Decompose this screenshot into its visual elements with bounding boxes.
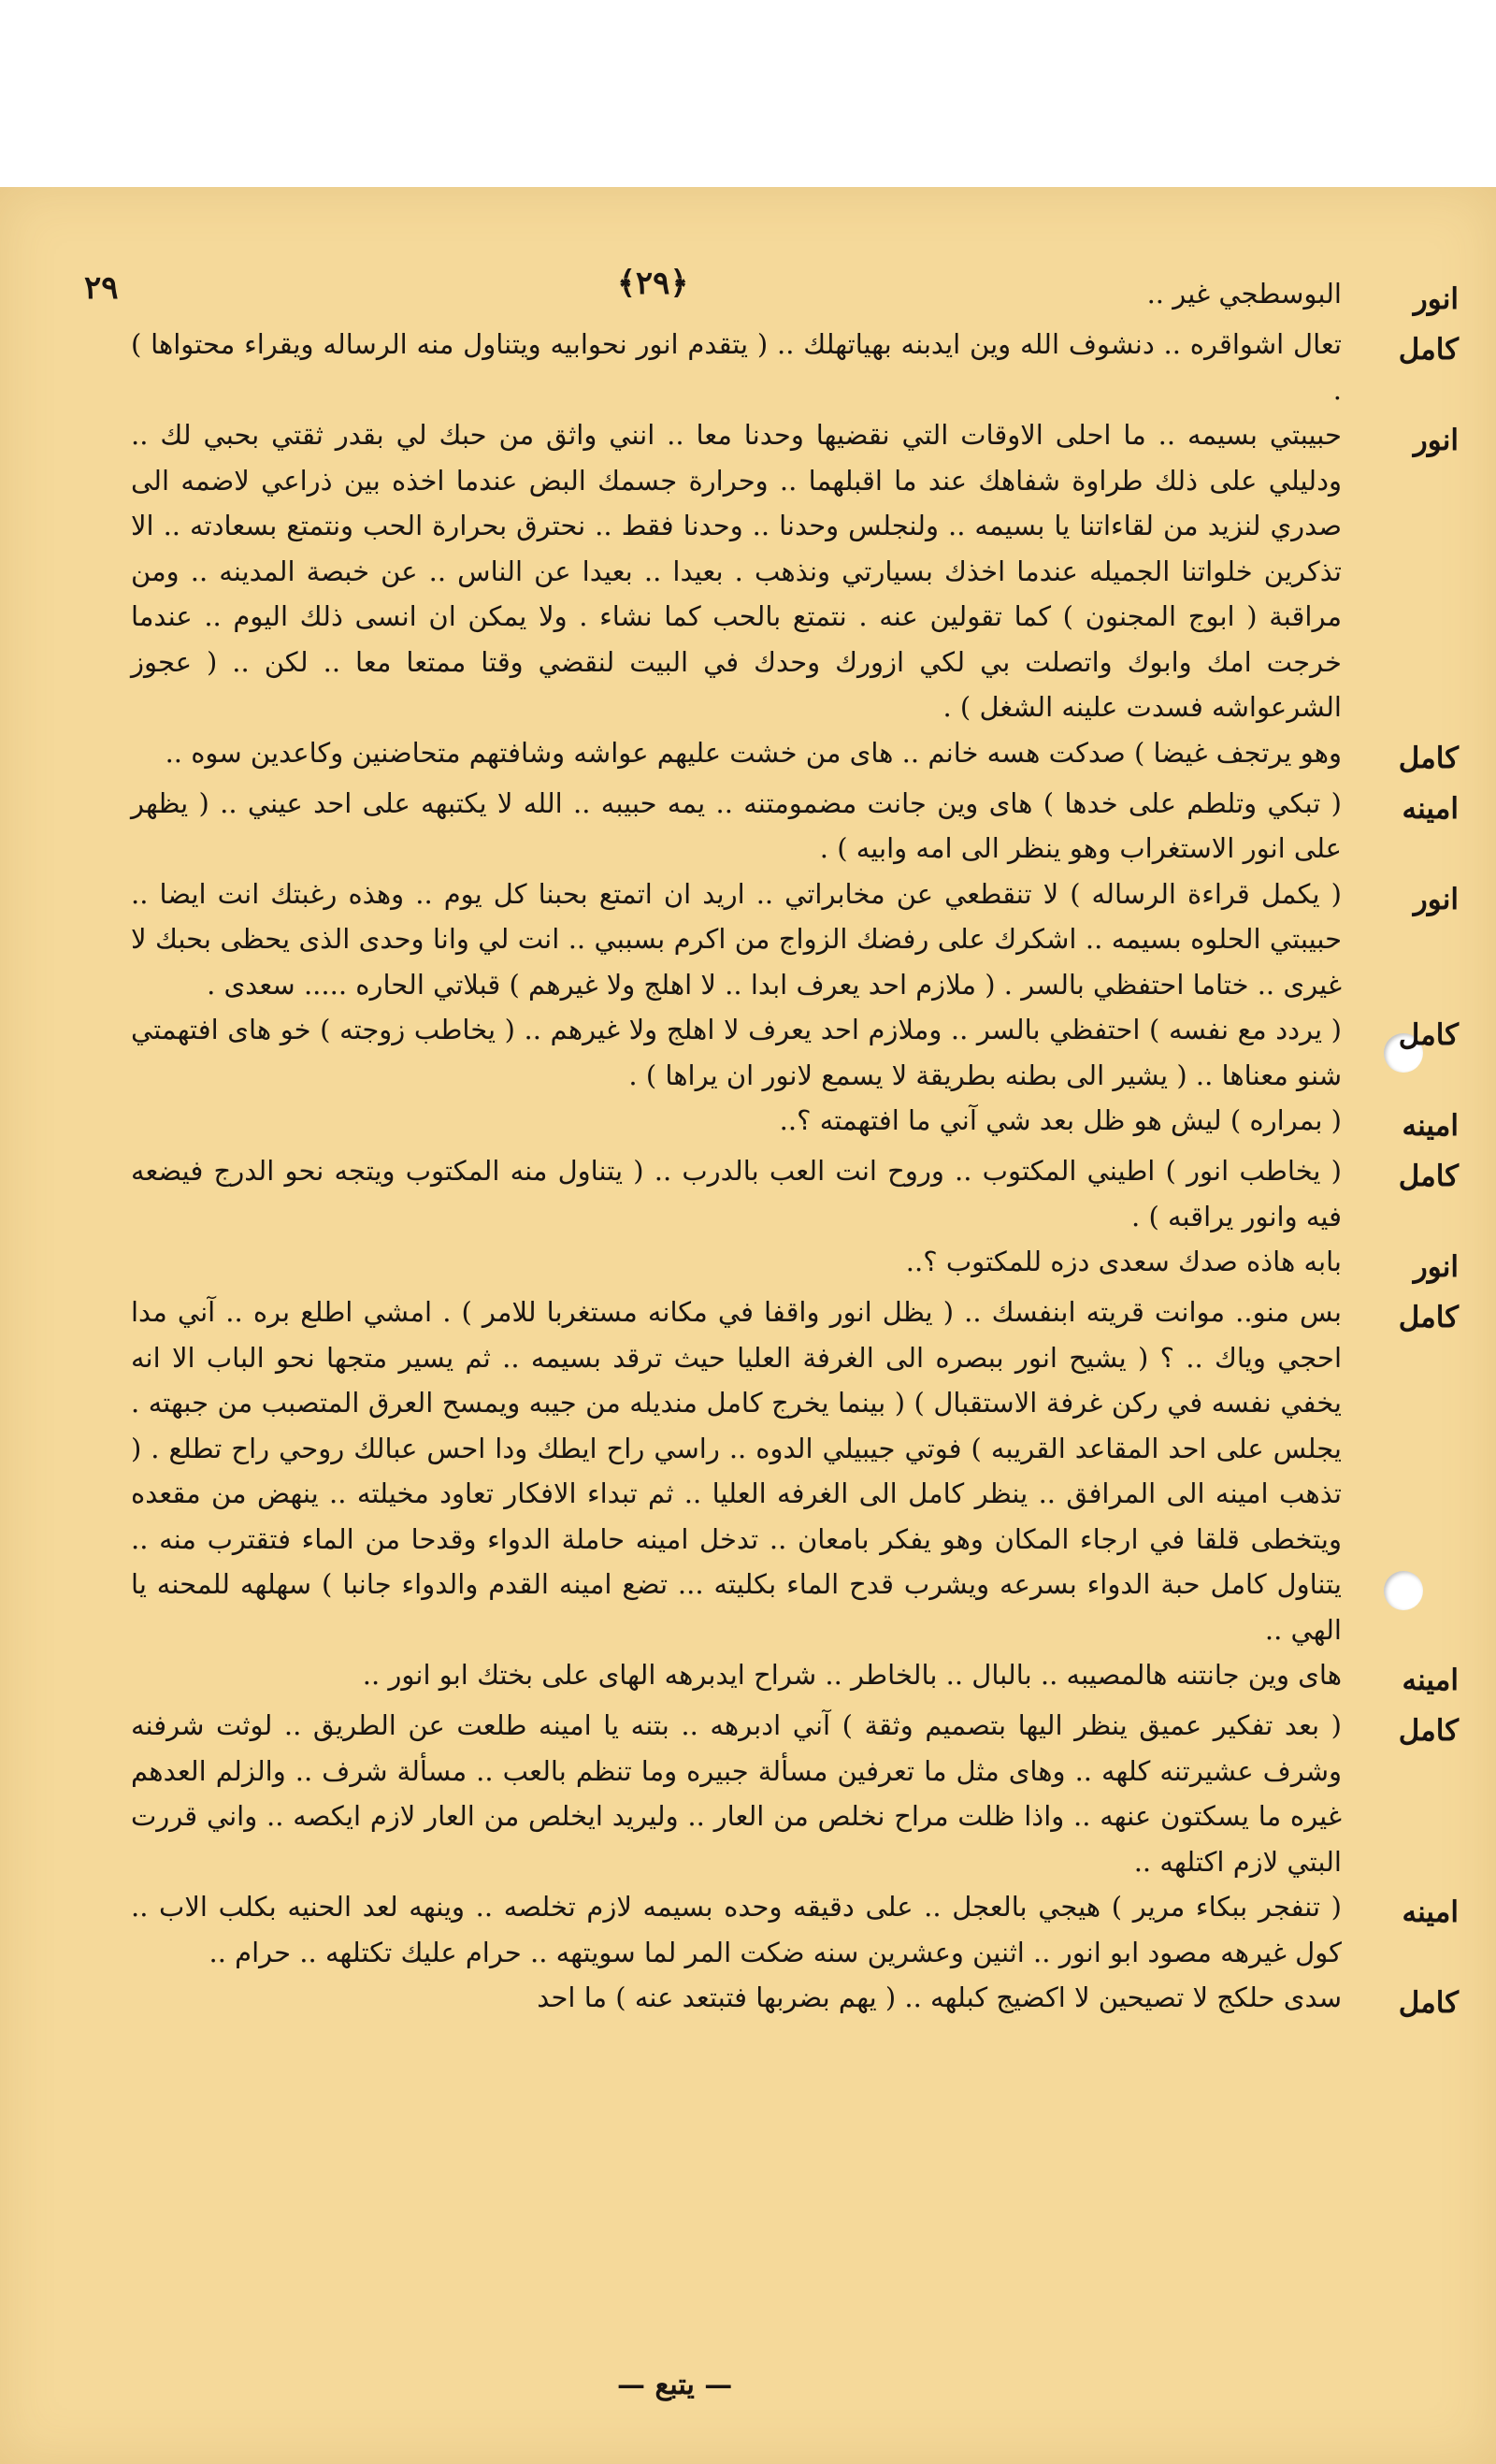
dialogue-entry bbox=[103, 412, 1459, 730]
script-page bbox=[0, 187, 1496, 2464]
dialogue-text: ( تنفجر ببكاء مرير ) هيجي بالعجل .. على دقيقه وحده بسيمه لازم تخلصه .. وينهه لعد الحنيه بكلب الاب .. كول غيرهه مصود ابو انور .. اثنين وعشرين سنه ضكت المر لما سويتهه .. حرام عليك تكتلهه .. حرام .. bbox=[131, 1891, 1342, 1968]
speaker-name: امينه bbox=[1402, 1895, 1459, 1929]
dialogue-entry bbox=[103, 1652, 1459, 1703]
speaker-name: كامل bbox=[1398, 1714, 1459, 1748]
page-center-number: ﴿٢٩﴾ bbox=[617, 265, 689, 302]
header-line bbox=[103, 271, 1459, 322]
dialogue-entry bbox=[103, 1884, 1459, 1975]
speaker-name: كامل bbox=[1398, 1986, 1459, 2020]
dialogue-text: حبيبتي بسيمه .. ما احلى الاوقات التي نقضيها وحدنا معا .. انني واثق من حبك لي بقدر ثقتي بحبي لك .. ودليلي على ذلك طراوة شفاهك عند ما اقبلهما .. وحرارة جسمك البض عندما اخذه بين ذراعي لاضمه الى صدري لنزيد من لقاءاتنا يا بسيمه .. ولنجلس وحدنا .. وحدنا فقط .. نحترق بحرارة الحب ونتمتع بسعادته .. الا تذكرين خلواتنا الجميله عندما اخذك بسيارتي ونذهب . بعيدا .. بعيدا عن الناس .. عن خبصة المدينه .. ومن مراقبة ( ابوج المجنون ) كما تقولين عنه . نتمتع بالحب كما نشاء . ولا يمكن ان انسى ذلك اليوم .. عندما خرجت امك وابوك واتصلت بي لكي ازورك وحدك في البيت لنقضي وقتا ممتعا معا .. لكن .. ( عجوز الشرعواشه فسدت علينه الشغل ) . bbox=[131, 419, 1342, 723]
dialogue-text: تعال اشواقره .. دنشوف الله وين ايدبنه بهياتهلك .. ( يتقدم انور نحوابيه ويتناول منه الرساله ويقراء محتواها ) . bbox=[131, 328, 1342, 406]
continues-marker: — يتبع — bbox=[617, 2369, 733, 2401]
dialogue-entry bbox=[103, 730, 1459, 781]
script-body bbox=[103, 271, 1459, 2025]
speaker-name: انور bbox=[1413, 424, 1459, 457]
dialogue-entry bbox=[103, 1098, 1459, 1148]
speaker-name: كامل bbox=[1398, 1160, 1459, 1193]
dialogue-entry bbox=[103, 1975, 1459, 2025]
dialogue-entry bbox=[103, 1239, 1459, 1290]
dialogue-text: البوسطجي غير .. bbox=[1146, 278, 1342, 310]
dialogue-text: هاى وين جانتنه هالمصيبه .. بالبال .. بالخاطر .. شراح ايدبرهه الهاى على بختك ابو انور .. bbox=[362, 1659, 1342, 1691]
speaker-name: امينه bbox=[1402, 791, 1459, 826]
dialogue-entry bbox=[103, 1148, 1459, 1239]
dialogue-text: ( يردد مع نفسه ) احتفظي بالسر .. وملازم احد يعرف لا اهلج ولا غيرهم .. ( يخاطب زوجته ) خو هاى افتهمتي شنو معناها .. ( يشير الى بطنه بطريقة لا يسمع لانور ان يراها ) . bbox=[131, 1014, 1342, 1091]
dialogue-text: ( بعد تفكير عميق ينظر اليها بتصميم وثقة ) آني ادبرهه .. بتنه يا امينه طلعت عن الطريق .. لوثت شرفنه وشرف عشيرتنه كلهه .. وهاى مثل ما تعرفين مسألة جبيره وما تنظم بالعب .. مسألة شرف .. والزلم العدهم غيره ما يسكتون عنهه .. واذا ظلت مراح نخلص من العار .. وليريد ايخلص من العار لازم ايكصه .. واني قررت البتي لازم اكتلهه .. bbox=[131, 1709, 1342, 1878]
dialogue-entry bbox=[103, 1007, 1459, 1098]
dialogue-entry bbox=[103, 872, 1459, 1008]
dialogue-entry bbox=[103, 322, 1459, 412]
speaker-name: كامل bbox=[1398, 741, 1459, 775]
speaker-name: كامل bbox=[1398, 1301, 1459, 1334]
dialogue-text: ( تبكي وتلطم على خدها ) هاى وين جانت مضمومتنه .. يمه حبيبه .. الله لا يكتبهه على احد عيني .. ( يظهر على انور الاستغراب وهو ينظر الى امه وابيه ) . bbox=[131, 786, 1342, 864]
dialogue-text: ( يخاطب انور ) اطيني المكتوب .. وروح انت العب بالدرب .. ( يتناول منه المكتوب ويتجه نحو الدرج فيضعه فيه وانور يراقبه ) . bbox=[131, 1155, 1342, 1232]
speaker-name: انور bbox=[1413, 282, 1459, 316]
dialogue-text: ( بمراره ) ليش هو ظل بعد شي آني ما افتهمته ؟.. bbox=[779, 1104, 1342, 1136]
dialogue-entry bbox=[103, 1290, 1459, 1652]
speaker-name: امينه bbox=[1402, 1109, 1459, 1143]
page-number: ٢٩ bbox=[84, 269, 119, 307]
dialogue-text: بابه هاذه صدك سعدى دزه للمكتوب ؟.. bbox=[905, 1246, 1342, 1277]
dialogue-entry bbox=[103, 1703, 1459, 1884]
dialogue-text: بس منو.. موانت قريته ابنفسك .. ( يظل انور واقفا في مكانه مستغربا للامر ) . امشي اطلع بره .. آني مدا احجي وياك .. ؟ ( يشيح انور ببصره الى الغرفة العليا حيث ترقد بسيمه .. ثم يسير متجها نحو الباب الا انه يخفي نفسه في ركن غرفة الاستقبال ) ( بينما يخرج كامل منديله من جيبه ويمسح العرق المتصبب من جبهته . يجلس على احد المقاعد القريبه ) فوتي جيبيلي الدوه .. راسي راح ايطك ودا احس عبالك روحي راح تطلع . ( تذهب امينه الى المرافق .. ينظر كامل الى الغرفه العليا .. ثم تبداء الافكار تعاود مخيلته .. ينهض من مقعده ويتخطى قلقا في ارجاء المكان وهو يفكر بامعان .. تدخل امينه حاملة الدواء وقدحا من الماء فتقترب منه .. يتناول كامل حبة الدواء بسرعه ويشرب قدح الماء بكليته ... تضع امينه القدم والدواء جانبا ) سهلهه للمحنه يا الهي .. bbox=[131, 1296, 1342, 1646]
speaker-name: انور bbox=[1413, 882, 1459, 916]
dialogue-text: وهو يرتجف غيضا ) صدكت هسه خانم .. هاى من خشت عليهم عواشه وشافتهم متحاضنين وكاعدين سوه .. bbox=[165, 736, 1342, 769]
dialogue-text: ( يكمل قراءة الرساله ) لا تنقطعي عن مخابراتي .. اريد ان اتمتع بحبنا كل يوم .. وهذه رغبتك انت ايضا .. حبيبتي الحلوه بسيمه .. اشكرك على رفضك الزواج من اكرم بسببي .. انت لي وانا وحدى الذى يحظى بحبك لا غيرى .. ختاما احتفظي بالسر . ( ملازم احد يعرف ابدا .. لا اهلج ولا غيرهم ) قبلاتي الحاره ..... سعدى . bbox=[131, 877, 1342, 1001]
speaker-name: انور bbox=[1413, 1250, 1459, 1284]
dialogue-text: سدى حلكج لا تصيحين لا اكضيج كبلهه .. ( يهم بضربها فتبتعد عنه ) ما احد bbox=[537, 1981, 1342, 2013]
dialogue-entry bbox=[103, 781, 1459, 872]
speaker-name: كامل bbox=[1398, 333, 1459, 367]
speaker-name: امينه bbox=[1402, 1664, 1459, 1697]
speaker-name: كامل bbox=[1398, 1018, 1459, 1052]
